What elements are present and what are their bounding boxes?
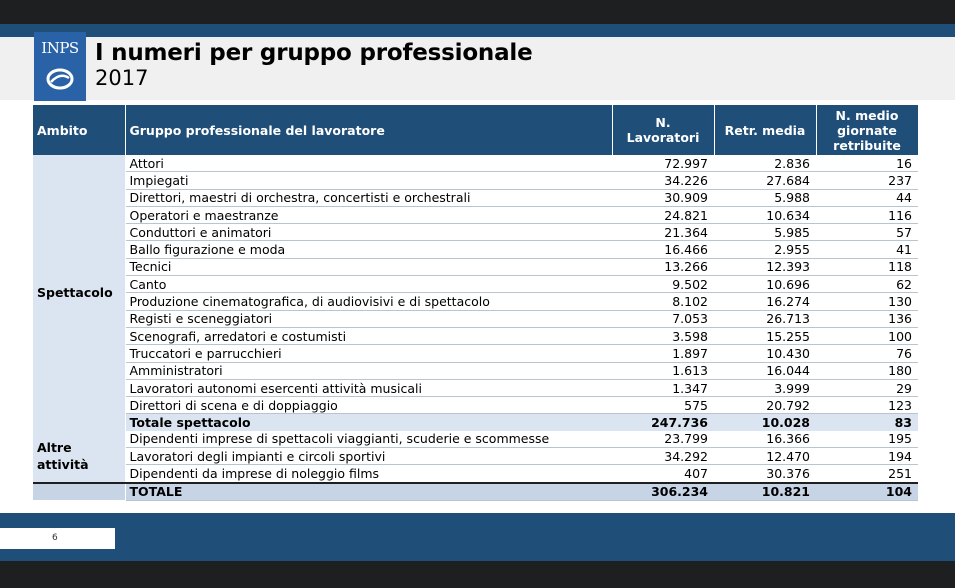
cell-lavoratori: 8.102 [612,293,714,310]
cell-ambito [33,431,125,483]
table-row [33,293,918,310]
cell-giornate: 57 [816,224,918,241]
cell-retr-media: 10.821 [714,483,816,501]
table-row [33,258,918,275]
cell-giornate: 123 [816,397,918,414]
cell-gruppo: Registi e sceneggiatori [125,310,612,327]
cell-retr-media: 3.999 [714,379,816,396]
table-row [33,345,918,362]
cell-giornate: 130 [816,293,918,310]
cell-giornate: 41 [816,241,918,258]
inps-logo [34,32,86,101]
cell-retr-media: 15.255 [714,327,816,344]
cell-lavoratori: 575 [612,397,714,414]
cell-lavoratori: 72.997 [612,155,714,172]
cell-lavoratori: 247.736 [612,414,714,431]
cell-gruppo: Totale spettacolo [125,414,612,431]
cell-gruppo: Produzione cinematografica, di audiovisivi e di spettacolo [125,293,612,310]
cell-giornate: 62 [816,276,918,293]
table-row [33,155,918,172]
logo-swirl-icon [45,66,75,92]
cell-giornate: 195 [816,431,918,448]
cell-retr-media: 2.836 [714,155,816,172]
cell-lavoratori: 34.292 [612,448,714,465]
cell-retr-media: 10.028 [714,414,816,431]
table-header-row [33,105,918,155]
col-header-gruppo: Gruppo professionale del lavoratore [125,105,612,155]
table-row [33,327,918,344]
page-number: 6 [52,533,58,543]
cell-giornate: 116 [816,206,918,223]
footer-band [0,513,955,561]
cell-retr-media: 16.366 [714,431,816,448]
cell-ambito: Spettacolo [33,155,125,431]
cell-retr-media: 16.044 [714,362,816,379]
table-row [33,189,918,206]
cell-gruppo: Lavoratori autonomi esercenti attività musicali [125,379,612,396]
table-row [33,224,918,241]
cell-gruppo: Scenografi, arredatori e costumisti [125,327,612,344]
col-header-ambito: Ambito [33,105,125,155]
cell-giornate: 29 [816,379,918,396]
col-header-lavoratori [612,105,714,155]
cell-gruppo: Tecnici [125,258,612,275]
top-band [0,24,955,37]
cell-giornate: 180 [816,362,918,379]
cell-retr-media: 27.684 [714,172,816,189]
subtotal-row [33,414,918,431]
page-title: I numeri per gruppo professionale [95,40,533,66]
ambito-line-1: Altre [37,440,72,456]
cell-lavoratori: 23.799 [612,431,714,448]
bottom-frame [0,561,955,588]
cell-lavoratori: 34.226 [612,172,714,189]
cell-gruppo: Attori [125,155,612,172]
cell-ambito-empty [33,483,125,501]
cell-gruppo: Direttori di scena e di doppiaggio [125,397,612,414]
cell-lavoratori: 16.466 [612,241,714,258]
table-row [33,241,918,258]
cell-gruppo: Amministratori [125,362,612,379]
cell-gruppo: Dipendenti imprese di spettacoli viaggianti, scuderie e scommesse [125,431,612,448]
cell-lavoratori: 24.821 [612,206,714,223]
cell-gruppo: Truccatori e parrucchieri [125,345,612,362]
table-row [33,465,918,483]
col-header-lavoratori-l1: N. [655,115,671,130]
col-header-giornate-l1: N. medio [835,107,899,123]
page-number-box [0,528,115,549]
cell-gruppo: Ballo figurazione e moda [125,241,612,258]
cell-gruppo: Conduttori e animatori [125,224,612,241]
table-row [33,206,918,223]
cell-lavoratori: 1.613 [612,362,714,379]
page-subtitle: 2017 [95,66,149,90]
cell-retr-media: 10.634 [714,206,816,223]
cell-giornate: 83 [816,414,918,431]
cell-giornate: 194 [816,448,918,465]
cell-lavoratori: 3.598 [612,327,714,344]
ambito-line-2: attività [37,457,89,473]
cell-retr-media: 16.274 [714,293,816,310]
cell-gruppo: Operatori e maestranze [125,206,612,223]
cell-retr-media: 5.985 [714,224,816,241]
cell-lavoratori: 21.364 [612,224,714,241]
table-row [33,276,918,293]
cell-gruppo: Canto [125,276,612,293]
cell-gruppo: Impiegati [125,172,612,189]
table-row [33,310,918,327]
top-frame [0,0,955,24]
cell-retr-media: 26.713 [714,310,816,327]
cell-giornate: 136 [816,310,918,327]
grand-total-row [33,483,918,501]
table-row [33,172,918,189]
cell-retr-media: 12.470 [714,448,816,465]
col-header-retr: Retr. media [714,105,816,155]
cell-retr-media: 12.393 [714,258,816,275]
cell-giornate: 76 [816,345,918,362]
slide [0,24,955,561]
data-table [33,105,919,501]
cell-lavoratori: 7.053 [612,310,714,327]
cell-lavoratori: 9.502 [612,276,714,293]
cell-giornate: 118 [816,258,918,275]
cell-giornate: 16 [816,155,918,172]
cell-gruppo: Lavoratori degli impianti e circoli sportivi [125,448,612,465]
cell-giornate: 44 [816,189,918,206]
col-header-giornate-l2: giornate [837,122,897,138]
cell-gruppo: Dipendenti da imprese di noleggio films [125,465,612,483]
cell-retr-media: 20.792 [714,397,816,414]
col-header-lavoratori-l2: Lavoratori [626,130,700,145]
cell-gruppo: Direttori, maestri di orchestra, concertisti e orchestrali [125,189,612,206]
logo-text: INPS [41,39,79,57]
col-header-giornate-l3: retribuite [833,137,901,153]
table-row [33,362,918,379]
col-header-giornate [816,105,918,155]
cell-gruppo: TOTALE [125,483,612,501]
table-row [33,379,918,396]
table-row [33,431,918,448]
cell-retr-media: 10.696 [714,276,816,293]
cell-giornate: 237 [816,172,918,189]
cell-lavoratori: 1.897 [612,345,714,362]
cell-retr-media: 30.376 [714,465,816,483]
table-row [33,448,918,465]
cell-lavoratori: 30.909 [612,189,714,206]
cell-lavoratori: 407 [612,465,714,483]
cell-lavoratori: 1.347 [612,379,714,396]
cell-lavoratori: 306.234 [612,483,714,501]
cell-lavoratori: 13.266 [612,258,714,275]
cell-retr-media: 5.988 [714,189,816,206]
table-row [33,397,918,414]
cell-giornate: 251 [816,465,918,483]
cell-giornate: 104 [816,483,918,501]
cell-retr-media: 10.430 [714,345,816,362]
cell-giornate: 100 [816,327,918,344]
cell-retr-media: 2.955 [714,241,816,258]
